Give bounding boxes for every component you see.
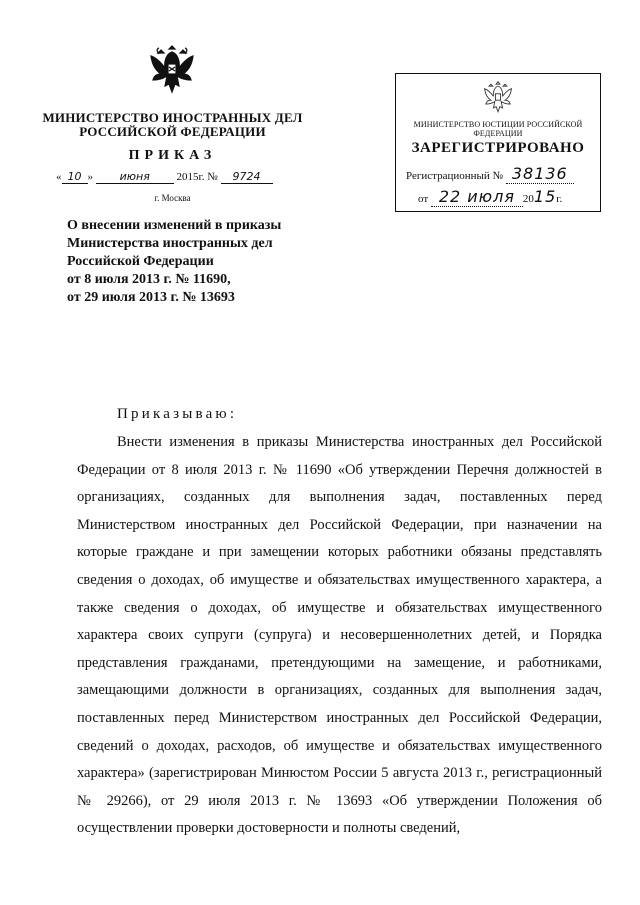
date-quote-open: «: [56, 171, 62, 183]
stamp-date-prefix: от: [418, 193, 429, 205]
number-label: №: [207, 171, 218, 183]
order-subject: [67, 217, 337, 307]
subject-line: от 8 июля 2013 г. № 11690,: [67, 272, 231, 287]
stamp-year: 15: [533, 187, 557, 206]
subject-line: от 29 июля 2013 г. № 13693: [67, 290, 235, 305]
stamp-emblem-icon: [482, 78, 514, 116]
stamp-registered: ЗАРЕГИСТРИРОВАНО: [411, 140, 585, 156]
city: г. Москва: [154, 193, 191, 203]
registration-stamp: [395, 73, 601, 212]
order-opening: Приказываю:: [117, 406, 238, 422]
document-title: ПРИКАЗ: [128, 148, 217, 163]
subject-line: О внесении изменений в приказы: [67, 218, 282, 233]
date-quote-close: »: [87, 171, 93, 183]
subject-line: Российской Федерации: [67, 254, 214, 269]
stamp-year-prefix: 20: [522, 193, 534, 205]
date-day: 10: [67, 170, 82, 183]
order-number: 9724: [232, 170, 261, 183]
date-year-prefix: 2015: [176, 171, 199, 183]
stamp-year-suffix: г.: [556, 193, 563, 205]
stamp-reg-number: 38136: [506, 164, 574, 184]
stamp-date-line: [418, 187, 562, 207]
stamp-reg-line: [406, 164, 574, 184]
date-year-suffix: г.: [198, 171, 205, 183]
state-emblem-icon: [147, 40, 197, 98]
stamp-ministry: МИНИСТЕРСТВО ЮСТИЦИИ РОССИЙСКОЙ ФЕДЕРАЦИИ: [413, 120, 583, 138]
order-dateline: [56, 170, 296, 184]
stamp-reg-label: Регистрационный №: [406, 170, 504, 182]
subject-line: Министерства иностранных дел: [67, 236, 273, 251]
ministry-name-line1: МИНИСТЕРСТВО ИНОСТРАННЫХ ДЕЛ: [42, 110, 303, 125]
date-month: июня: [119, 170, 150, 183]
stamp-date: 22 июля: [431, 187, 523, 207]
order-body-paragraph: Внести изменения в приказы Министерства иностранных дел Российской Федерации от 8 июля 2013 г. № 11690 «Об утверждении Перечня должностей в организациях, созданных для выполнения задач, поставленных перед Министерством иностранных дел Российской Федерации, при назначении на которые граждане и при замещении которых работники обязаны представлять сведения о доходах, об имуществе и обязательствах имущественного характера, а также сведения о доходах, об имуществе и обязательствах имущественного характера своих супруги (супруга) и несовершеннолетних детей, и Порядка представления гражданами, претендующими на замещение, и работниками, замещающими должности в организациях, созданных для выполнения задач, поставленных перед Министерством иностранных дел Российской Федерации, сведений о доходах, расходов, об имуществе и обязательствах имущественного характера» (зарегистрирован Минюстом России 5 августа 2013 г., регистрационный № 29266), от 29 июля 2013 г. № 13693 «Об утверждении Положения об осуществлении проверки достоверности и полноты сведений,: [77, 434, 602, 837]
ministry-name-line2: РОССИЙСКОЙ ФЕДЕРАЦИИ: [79, 124, 266, 139]
